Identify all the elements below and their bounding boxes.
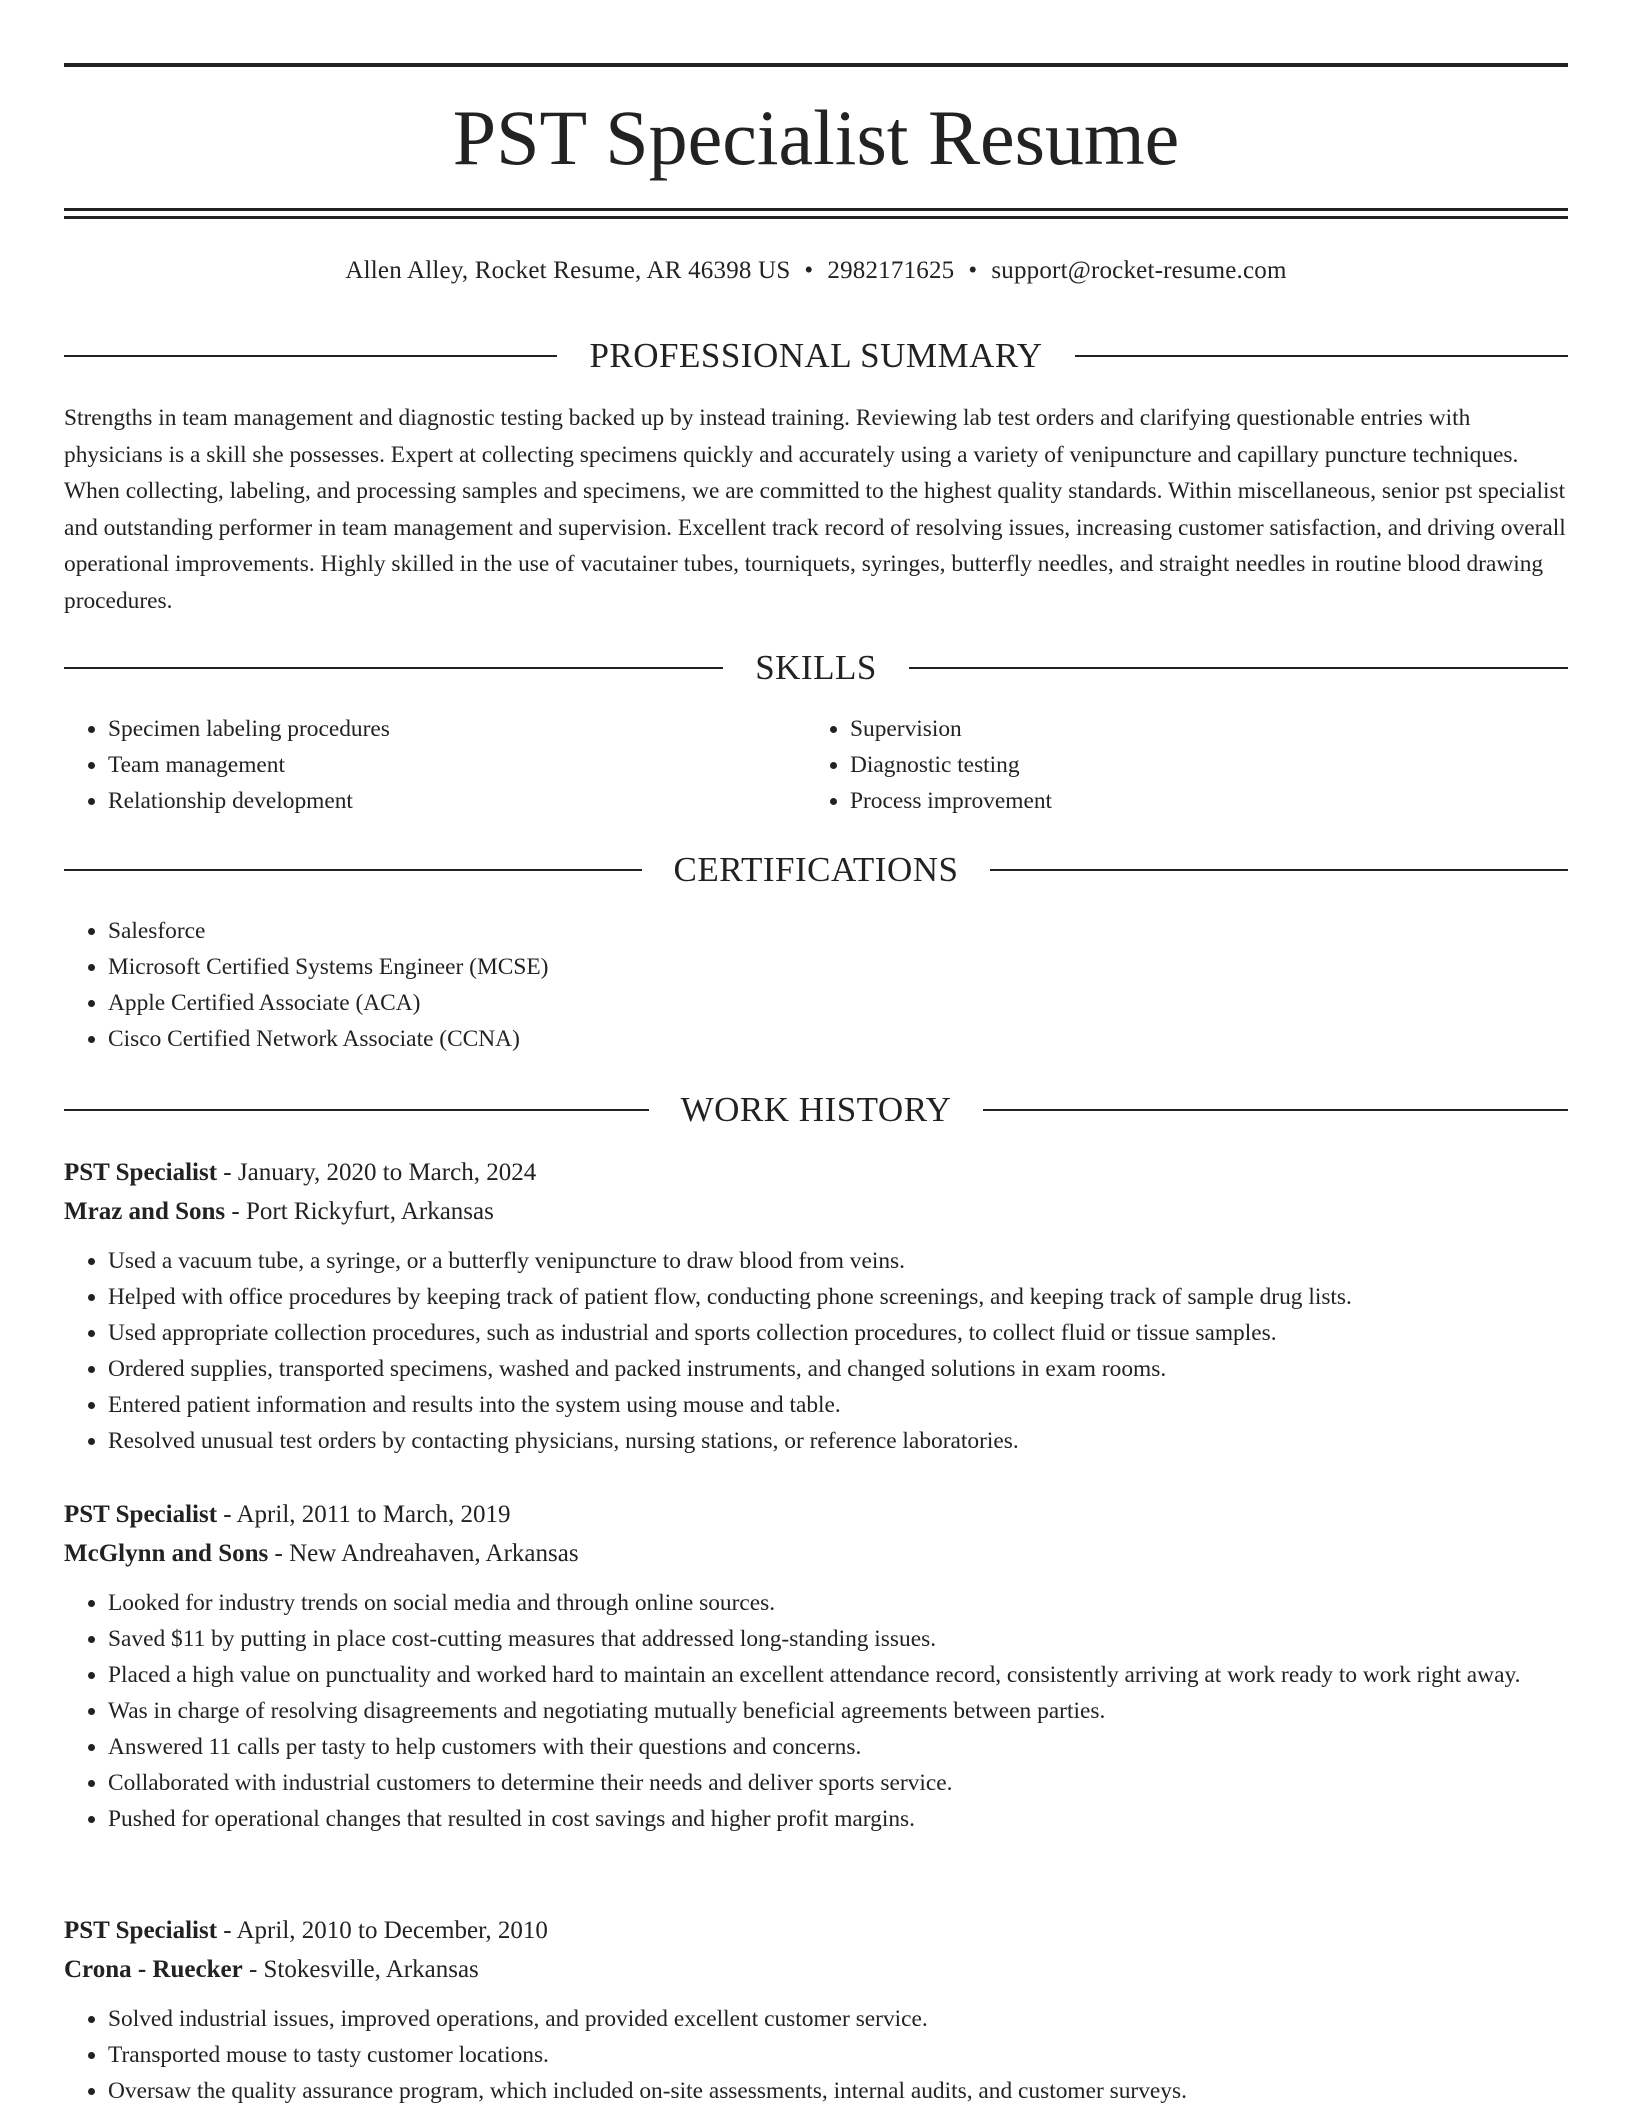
job-dash: -: [223, 1917, 232, 1944]
certification-item: • Microsoft Certified Systems Engineer (MCSE): [108, 949, 1568, 985]
job-bullets: [64, 1585, 1568, 1837]
heading-rule-left: [64, 1109, 649, 1111]
job-bullet: • Collaborated with industrial customers to determine their needs and deliver sports service.: [108, 1765, 1568, 1801]
certification-item: • Cisco Certified Network Associate (CCNA): [108, 1021, 1568, 1057]
job-bullet: • Ordered supplies, transported specimens, washed and packed instruments, and changed solutions in exam rooms.: [108, 1351, 1568, 1387]
skill-item: • Process improvement: [850, 783, 1548, 819]
job-bullet: • Was in charge of resolving disagreements and negotiating mutually beneficial agreements between parties.: [108, 1693, 1568, 1729]
job-bullet: • Oversaw the quality assurance program, which included on-site assessments, internal audits, and customer surveys.: [108, 2073, 1568, 2109]
job-title: PST Specialist: [64, 1501, 218, 1528]
job-entry: [64, 1495, 1568, 1837]
job-entry: [64, 1153, 1568, 1459]
job-company: Crona - Ruecker: [64, 1956, 243, 1983]
job-entry: [64, 1911, 1568, 2109]
job-bullet: • Helped with office procedures by keeping track of patient flow, conducting phone screenings, and keeping track of sample drug lists.: [108, 1279, 1568, 1315]
job-bullet: • Used appropriate collection procedures, such as industrial and sports collection procedures, to collect fluid or tissue samples.: [108, 1315, 1568, 1351]
job-title-line: [64, 1153, 1568, 1192]
heading-rule-right: [990, 869, 1568, 871]
job-bullet: • Resolved unusual test orders by contacting physicians, nursing stations, or reference laboratories.: [108, 1423, 1568, 1459]
contact-address: Allen Alley, Rocket Resume, AR 46398 US: [345, 257, 791, 284]
certification-item: • Salesforce: [108, 913, 1568, 949]
job-dash: -: [274, 1540, 283, 1567]
title-bottom-rule: [64, 208, 1568, 211]
summary-heading: [64, 334, 1568, 378]
skills-column-left: [64, 711, 806, 819]
skills-column-right: [806, 711, 1548, 819]
contact-line: [64, 254, 1568, 288]
contact-phone: 2982171625: [827, 257, 955, 284]
heading-rule-left: [64, 355, 557, 357]
job-company: Mraz and Sons: [64, 1198, 226, 1225]
job-bullets: [64, 2001, 1568, 2109]
certifications-heading: [64, 848, 1568, 892]
job-dates: January, 2020 to March, 2024: [237, 1159, 537, 1186]
job-title-line: [64, 1911, 1568, 1950]
certification-item: • Apple Certified Associate (ACA): [108, 985, 1568, 1021]
job-dash: -: [223, 1501, 232, 1528]
skill-item: • Relationship development: [108, 783, 806, 819]
job-company-line: [64, 1192, 1568, 1231]
job-dash: -: [231, 1198, 240, 1225]
job-dates: April, 2010 to December, 2010: [236, 1917, 548, 1944]
heading-rule-left: [64, 869, 642, 871]
job-title: PST Specialist: [64, 1159, 218, 1186]
job-location: New Andreahaven, Arkansas: [289, 1540, 579, 1567]
skill-item: • Supervision: [850, 711, 1548, 747]
job-company-line: [64, 1534, 1568, 1573]
contact-separator: •: [968, 257, 978, 284]
job-title-line: [64, 1495, 1568, 1534]
job-bullets: [64, 1243, 1568, 1459]
job-bullet: • Pushed for operational changes that resulted in cost savings and higher profit margins.: [108, 1801, 1568, 1837]
heading-rule-left: [64, 667, 723, 669]
skills-heading-label: SKILLS: [755, 648, 877, 687]
job-company-line: [64, 1950, 1568, 1989]
job-bullet: • Answered 11 calls per tasty to help customers with their questions and concerns.: [108, 1729, 1568, 1765]
job-bullet: • Solved industrial issues, improved operations, and provided excellent customer service.: [108, 2001, 1568, 2037]
summary-text: Strengths in team management and diagnostic testing backed up by instead training. Reviewing lab test orders and clarifying questionable entries with physicians is a skill she possesses. Expert at collecting specimens quickly and accurately using a variety of venipuncture and capillary puncture techniques. When collecting, labeling, and processing samples and specimens, we are committed to the highest quality standards. Within miscellaneous, senior pst specialist and outstanding performer in team management and supervision. Excellent track record of resolving issues, increasing customer satisfaction, and driving overall operational improvements. Highly skilled in the use of vacutainer tubes, tourniquets, syringes, butterfly needles, and straight needles in routine blood drawing procedures.: [64, 405, 1566, 614]
work-history-heading-label: WORK HISTORY: [680, 1090, 952, 1129]
job-title: PST Specialist: [64, 1917, 218, 1944]
job-location: Stokesville, Arkansas: [263, 1956, 479, 1983]
summary-heading-label: PROFESSIONAL SUMMARY: [589, 336, 1043, 375]
job-bullet: • Transported mouse to tasty customer locations.: [108, 2037, 1568, 2073]
job-bullet: • Looked for industry trends on social media and through online sources.: [108, 1585, 1568, 1621]
job-dash: -: [223, 1159, 232, 1186]
certifications-list: [64, 913, 1568, 1057]
title-bottom-rule-second: [64, 216, 1568, 219]
skill-item: • Diagnostic testing: [850, 747, 1548, 783]
skill-item: • Specimen labeling procedures: [108, 711, 806, 747]
heading-rule-right: [1075, 355, 1568, 357]
certifications-heading-label: CERTIFICATIONS: [673, 850, 959, 889]
job-location: Port Rickyfurt, Arkansas: [245, 1198, 494, 1225]
skills-list: [64, 711, 1568, 819]
contact-separator: •: [804, 257, 814, 284]
contact-email: support@rocket-resume.com: [991, 257, 1287, 284]
job-bullet: • Used a vacuum tube, a syringe, or a butterfly venipuncture to draw blood from veins.: [108, 1243, 1568, 1279]
skills-heading: [64, 646, 1568, 690]
heading-rule-right: [983, 1109, 1568, 1111]
job-company: McGlynn and Sons: [64, 1540, 269, 1567]
job-bullet: • Saved $11 by putting in place cost-cutting measures that addressed long-standing issues.: [108, 1621, 1568, 1657]
job-bullet: • Placed a high value on punctuality and worked hard to maintain an excellent attendance record, consistently arriving at work ready to work right away.: [108, 1657, 1568, 1693]
job-bullet: • Entered patient information and results into the system using mouse and table.: [108, 1387, 1568, 1423]
job-dash: -: [248, 1956, 258, 1983]
skill-item: • Team management: [108, 747, 806, 783]
work-history-heading: [64, 1088, 1568, 1132]
job-dates: April, 2011 to March, 2019: [236, 1501, 511, 1528]
page-title: PST Specialist Resume: [452, 94, 1180, 181]
title-top-rule: [64, 63, 1568, 67]
heading-rule-right: [909, 667, 1568, 669]
